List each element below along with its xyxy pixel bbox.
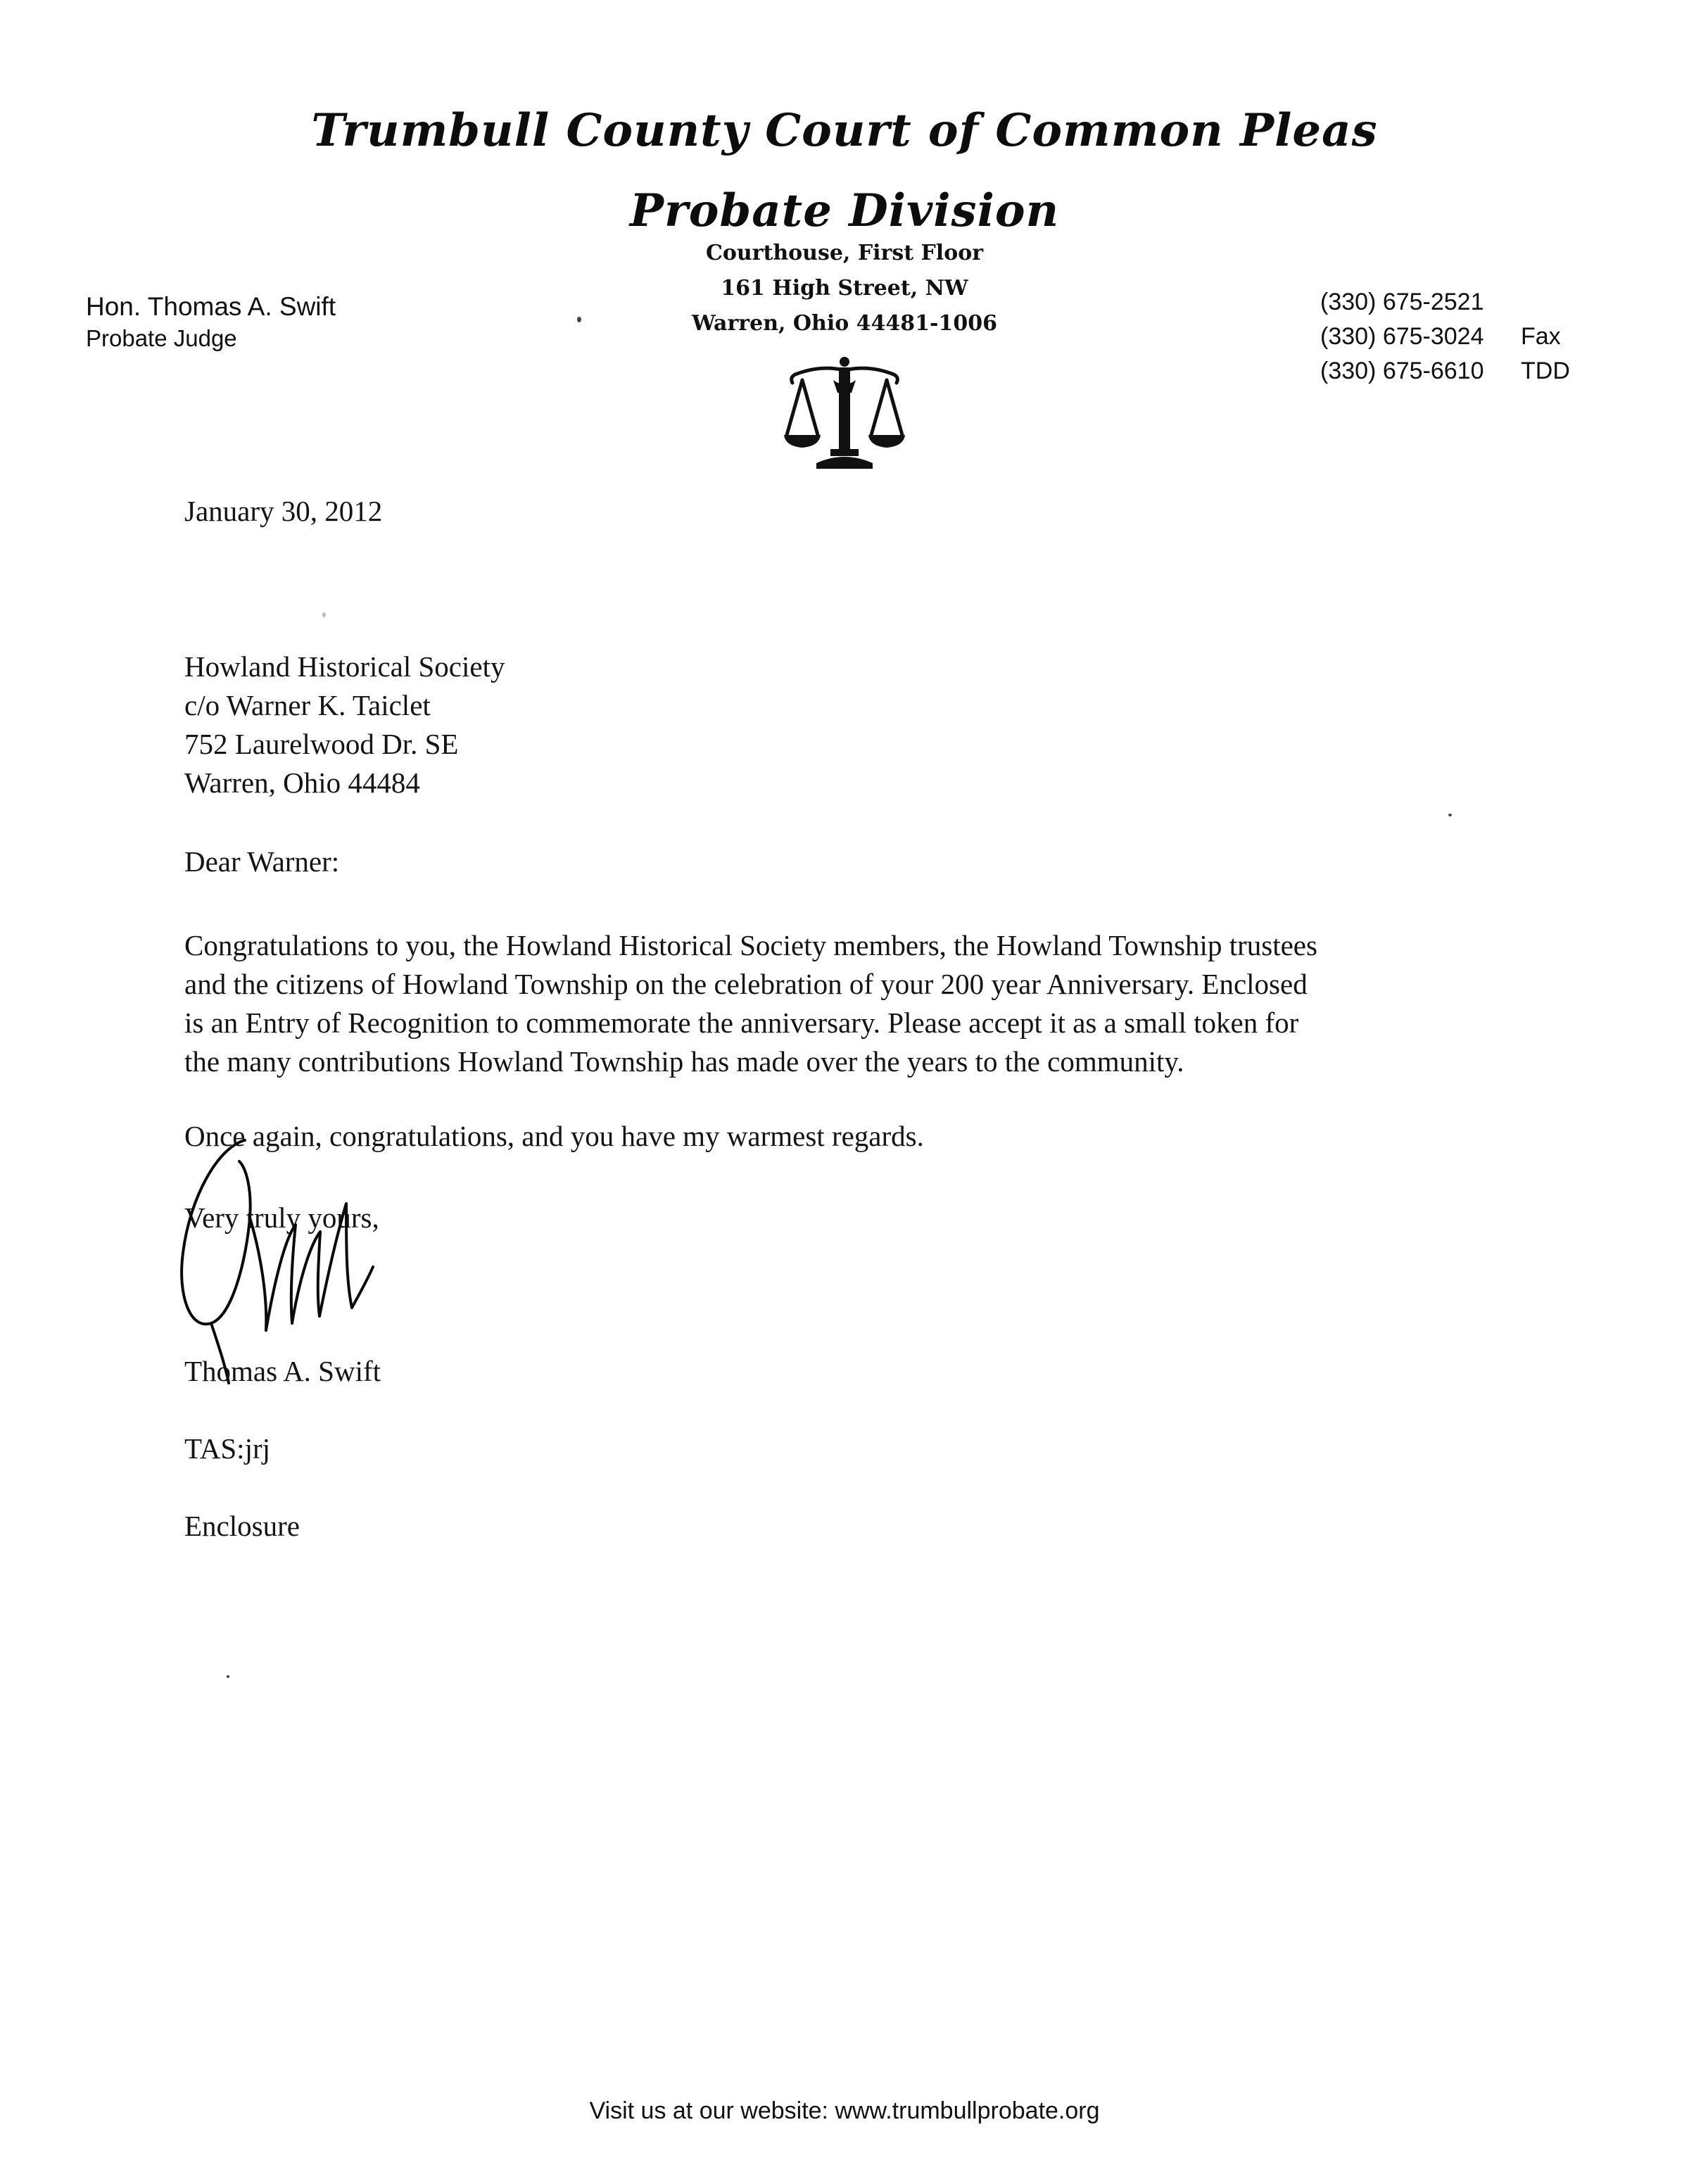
enclosure-note: Enclosure	[184, 1510, 300, 1542]
division-name: Probate Division	[629, 184, 1060, 237]
signer-name: Thomas A. Swift	[184, 1355, 381, 1387]
court-address-line-2: 161 High Street, NW	[721, 276, 968, 301]
scan-speck	[227, 1675, 229, 1678]
valediction: Very truly yours,	[184, 1201, 379, 1234]
judge-block	[86, 291, 336, 354]
phone-row	[1320, 320, 1570, 354]
salutation: Dear Warner:	[184, 845, 340, 878]
court-name: Trumbull County Court of Common Pleas	[311, 104, 1378, 157]
letter-date: January 30, 2012	[184, 495, 383, 527]
paragraph-line: Congratulations to you, the Howland Historical Society members, the Howland Township trustees	[184, 929, 1317, 961]
recipient-line: Warren, Ohio 44484	[184, 766, 420, 799]
scan-speck	[1448, 814, 1452, 816]
court-address-line-1: Courthouse, First Floor	[705, 241, 984, 265]
website-footer: Visit us at our website: www.trumbullprobate.org	[589, 2097, 1100, 2124]
recipient-line: 752 Laurelwood Dr. SE	[184, 728, 459, 760]
phone-number: (330) 675-6610	[1320, 358, 1484, 384]
paragraph-line: and the citizens of Howland Township on the celebration of your 200 year Anniversary. Enclosed	[184, 968, 1308, 1000]
phone-list	[1320, 285, 1570, 389]
scan-speck	[322, 612, 326, 617]
judge-name: Hon. Thomas A. Swift	[86, 292, 336, 321]
judge-title: Probate Judge	[86, 325, 237, 351]
phone-number: (330) 675-2521	[1320, 289, 1484, 315]
scan-speck	[577, 317, 581, 322]
phone-row	[1320, 285, 1570, 320]
body-paragraph	[184, 926, 1317, 1081]
phone-row	[1320, 354, 1570, 389]
phone-label: Fax	[1521, 323, 1561, 350]
recipient-line: c/o Warner K. Taiclet	[184, 689, 431, 721]
closing-sentence: Once again, congratulations, and you have my warmest regards.	[184, 1120, 924, 1152]
court-address-line-3: Warren, Ohio 44481-1006	[691, 311, 998, 336]
paragraph-line: is an Entry of Recognition to commemorate the anniversary. Please accept it as a small token for	[184, 1006, 1299, 1039]
phone-number: (330) 675-3024	[1320, 323, 1484, 350]
typist-initials: TAS:jrj	[184, 1432, 270, 1465]
recipient-address	[184, 648, 505, 802]
recipient-line: Howland Historical Society	[184, 650, 505, 683]
phone-label: TDD	[1521, 358, 1570, 384]
handwritten-signature	[162, 1119, 394, 1387]
paragraph-line: the many contributions Howland Township has made over the years to the community.	[184, 1045, 1184, 1078]
scales-of-justice-icon	[781, 352, 908, 472]
